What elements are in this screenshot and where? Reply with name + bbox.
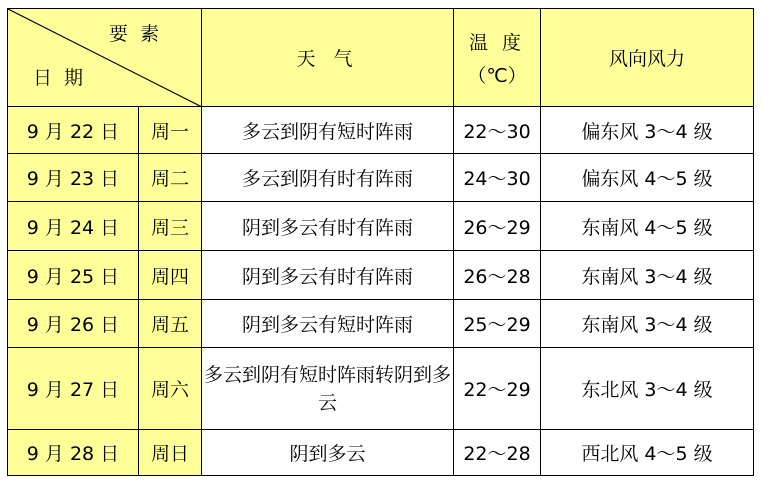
header-temperature-label: 温 度: [468, 31, 526, 54]
header-temperature-unit: （℃）: [467, 64, 527, 87]
weekday-cell: 周二: [139, 154, 202, 202]
date-cell: 9 月 23 日: [8, 154, 139, 202]
temperature-cell: 25～29: [454, 300, 541, 348]
weather-cell: 阴到多云有时有阵雨: [202, 202, 454, 251]
corner-header-cell: [8, 9, 202, 107]
weekday-cell: 周四: [139, 251, 202, 300]
weekday-cell: 周六: [139, 348, 202, 430]
weekday-cell: 周五: [139, 300, 202, 348]
header-weather: 天 气: [202, 9, 454, 107]
table-row: [8, 202, 754, 251]
header-row: [8, 9, 754, 107]
date-cell: 9 月 24 日: [8, 202, 139, 251]
date-cell: 9 月 25 日: [8, 251, 139, 300]
weather-cell: 多云到阴有短时阵雨转阴到多云: [202, 348, 454, 430]
diagonal-divider: [8, 9, 202, 107]
wind-cell: 偏东风 4～5 级: [541, 154, 754, 202]
temperature-cell: 26～28: [454, 251, 541, 300]
date-cell: 9 月 28 日: [8, 430, 139, 476]
weather-cell: 阴到多云: [202, 430, 454, 476]
header-wind: 风向风力: [541, 9, 754, 107]
weather-cell: 多云到阴有短时阵雨: [202, 107, 454, 154]
table-row: [8, 251, 754, 300]
weekday-cell: 周三: [139, 202, 202, 251]
date-cell: 9 月 26 日: [8, 300, 139, 348]
wind-cell: 西北风 4～5 级: [541, 430, 754, 476]
wind-cell: 偏东风 3～4 级: [541, 107, 754, 154]
weekday-cell: 周一: [139, 107, 202, 154]
weather-cell: 阴到多云有短时阵雨: [202, 300, 454, 348]
weather-forecast-table: [7, 8, 754, 476]
temperature-cell: 22～29: [454, 348, 541, 430]
wind-cell: 东北风 3～4 级: [541, 348, 754, 430]
temperature-cell: 24～30: [454, 154, 541, 202]
date-cell: 9 月 27 日: [8, 348, 139, 430]
temperature-cell: 26～29: [454, 202, 541, 251]
weekday-cell: 周日: [139, 430, 202, 476]
table-row: [8, 348, 754, 430]
temperature-cell: 22～30: [454, 107, 541, 154]
header-temperature: [454, 9, 541, 107]
temperature-cell: 22～28: [454, 430, 541, 476]
table-row: [8, 107, 754, 154]
table-row: [8, 154, 754, 202]
corner-label-date: 日期: [33, 67, 96, 89]
corner-label-elements: 要素: [108, 23, 171, 45]
wind-cell: 东南风 3～4 级: [541, 251, 754, 300]
wind-cell: 东南风 4～5 级: [541, 202, 754, 251]
weather-cell: 多云到阴有时有阵雨: [202, 154, 454, 202]
table-row: [8, 300, 754, 348]
date-cell: 9 月 22 日: [8, 107, 139, 154]
weather-cell: 阴到多云有时有阵雨: [202, 251, 454, 300]
table-row: [8, 430, 754, 476]
wind-cell: 东南风 3～4 级: [541, 300, 754, 348]
